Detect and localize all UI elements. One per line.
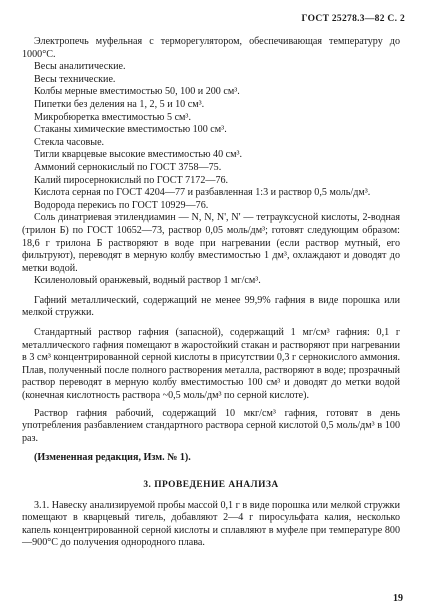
equipment-item: Кислота серная по ГОСТ 4204—77 и разбавленная 1:3 и раствор 0,5 моль/дм³.	[34, 187, 371, 199]
equipment-item: Весы аналитические.	[34, 61, 126, 73]
clause-3-1-paragraph: 3.1. Навеску анализируемой пробы массой 0,1 г в виде порошка или мелкой стружки помещают в кварцевый тигель, добавляют 2—4 г пиросульфата калия, несколько капель концентрированной серной кислоты и сплавляют в муфеле при температуре 800—900°С до получения однородного плава.	[22, 499, 400, 549]
equipment-item: Водорода перекись по ГОСТ 10929—76.	[34, 199, 209, 211]
working-solution-paragraph: Раствор гафния рабочий, содержащий 10 мкг/см³ гафния, готовят в день употребления разбавлением стандартного раствора серной кислотой 0,5 моль/дм³ в 100 раз.	[22, 407, 400, 444]
equipment-item: Аммоний сернокислый по ГОСТ 3758—75.	[34, 161, 222, 173]
hafnium-metal-paragraph: Гафний металлический, содержащий не менее 99,9% гафния в виде порошка или мелкой стружки.	[22, 294, 400, 319]
equipment-item: Стаканы химические вместимостью 100 см³.	[34, 124, 227, 136]
equipment-item: Весы технические.	[34, 73, 116, 85]
amendment-note: (Измененная редакция, Изм. № 1).	[34, 452, 191, 464]
page-header: ГОСТ 25278.3—82 С. 2	[301, 14, 405, 24]
section-heading: 3. ПРОВЕДЕНИЕ АНАЛИЗА	[143, 480, 279, 490]
equipment-item: Колбы мерные вместимостью 50, 100 и 200 см³.	[34, 86, 240, 98]
document-body	[22, 36, 400, 550]
equipment-item: Электропечь муфельная с терморегулятором, обеспечивающая температуру до 1000°С.	[22, 36, 400, 60]
equipment-item: Тигли кварцевые высокие вместимостью 40 см³.	[34, 149, 243, 161]
equipment-item: Стекла часовые.	[34, 136, 105, 148]
equipment-item: Ксиленоловый оранжевый, водный раствор 1 мг/см³.	[34, 275, 261, 287]
equipment-item: Микробюретка вместимостью 5 см³.	[34, 111, 191, 123]
standard-solution-paragraph: Стандартный раствор гафния (запасной), содержащий 1 мг/см³ гафния: 0,1 г металлического гафния помещают в жаростойкий стакан и растворяют при нагревании в 3 см³ концентрированной серной кислоты в присутствии 0,3 г сернокислого аммония. Плав, полученный после полного растворения металла, растворяют в воде; прозрачный раствор переводят в мерную колбу вместимостью 100 см³ и доводят до метки водой (конечная кислотность раствора ~0,5 моль/дм³ по серной кислоте).	[22, 327, 400, 402]
equipment-item: Соль динатриевая этилендиамин — N, N, N', N' — тетрауксусной кислоты, 2-водная (трилон Б) по ГОСТ 10652—73, раствор 0,05 моль/дм³; готовят следующим образом: 18,6 г трилона Б растворяют в воде при нагревании (если раствор мутный, его фильтруют), переводят в мерную колбу вместимостью 1 дм³, охлаждают и доводят до метки водой.	[22, 212, 400, 274]
equipment-list	[22, 36, 400, 288]
equipment-item: Калий пиросернокислый по ГОСТ 7172—76.	[34, 174, 229, 186]
page-number: 19	[393, 593, 403, 604]
equipment-item: Пипетки без деления на 1, 2, 5 и 10 см³.	[34, 98, 205, 110]
